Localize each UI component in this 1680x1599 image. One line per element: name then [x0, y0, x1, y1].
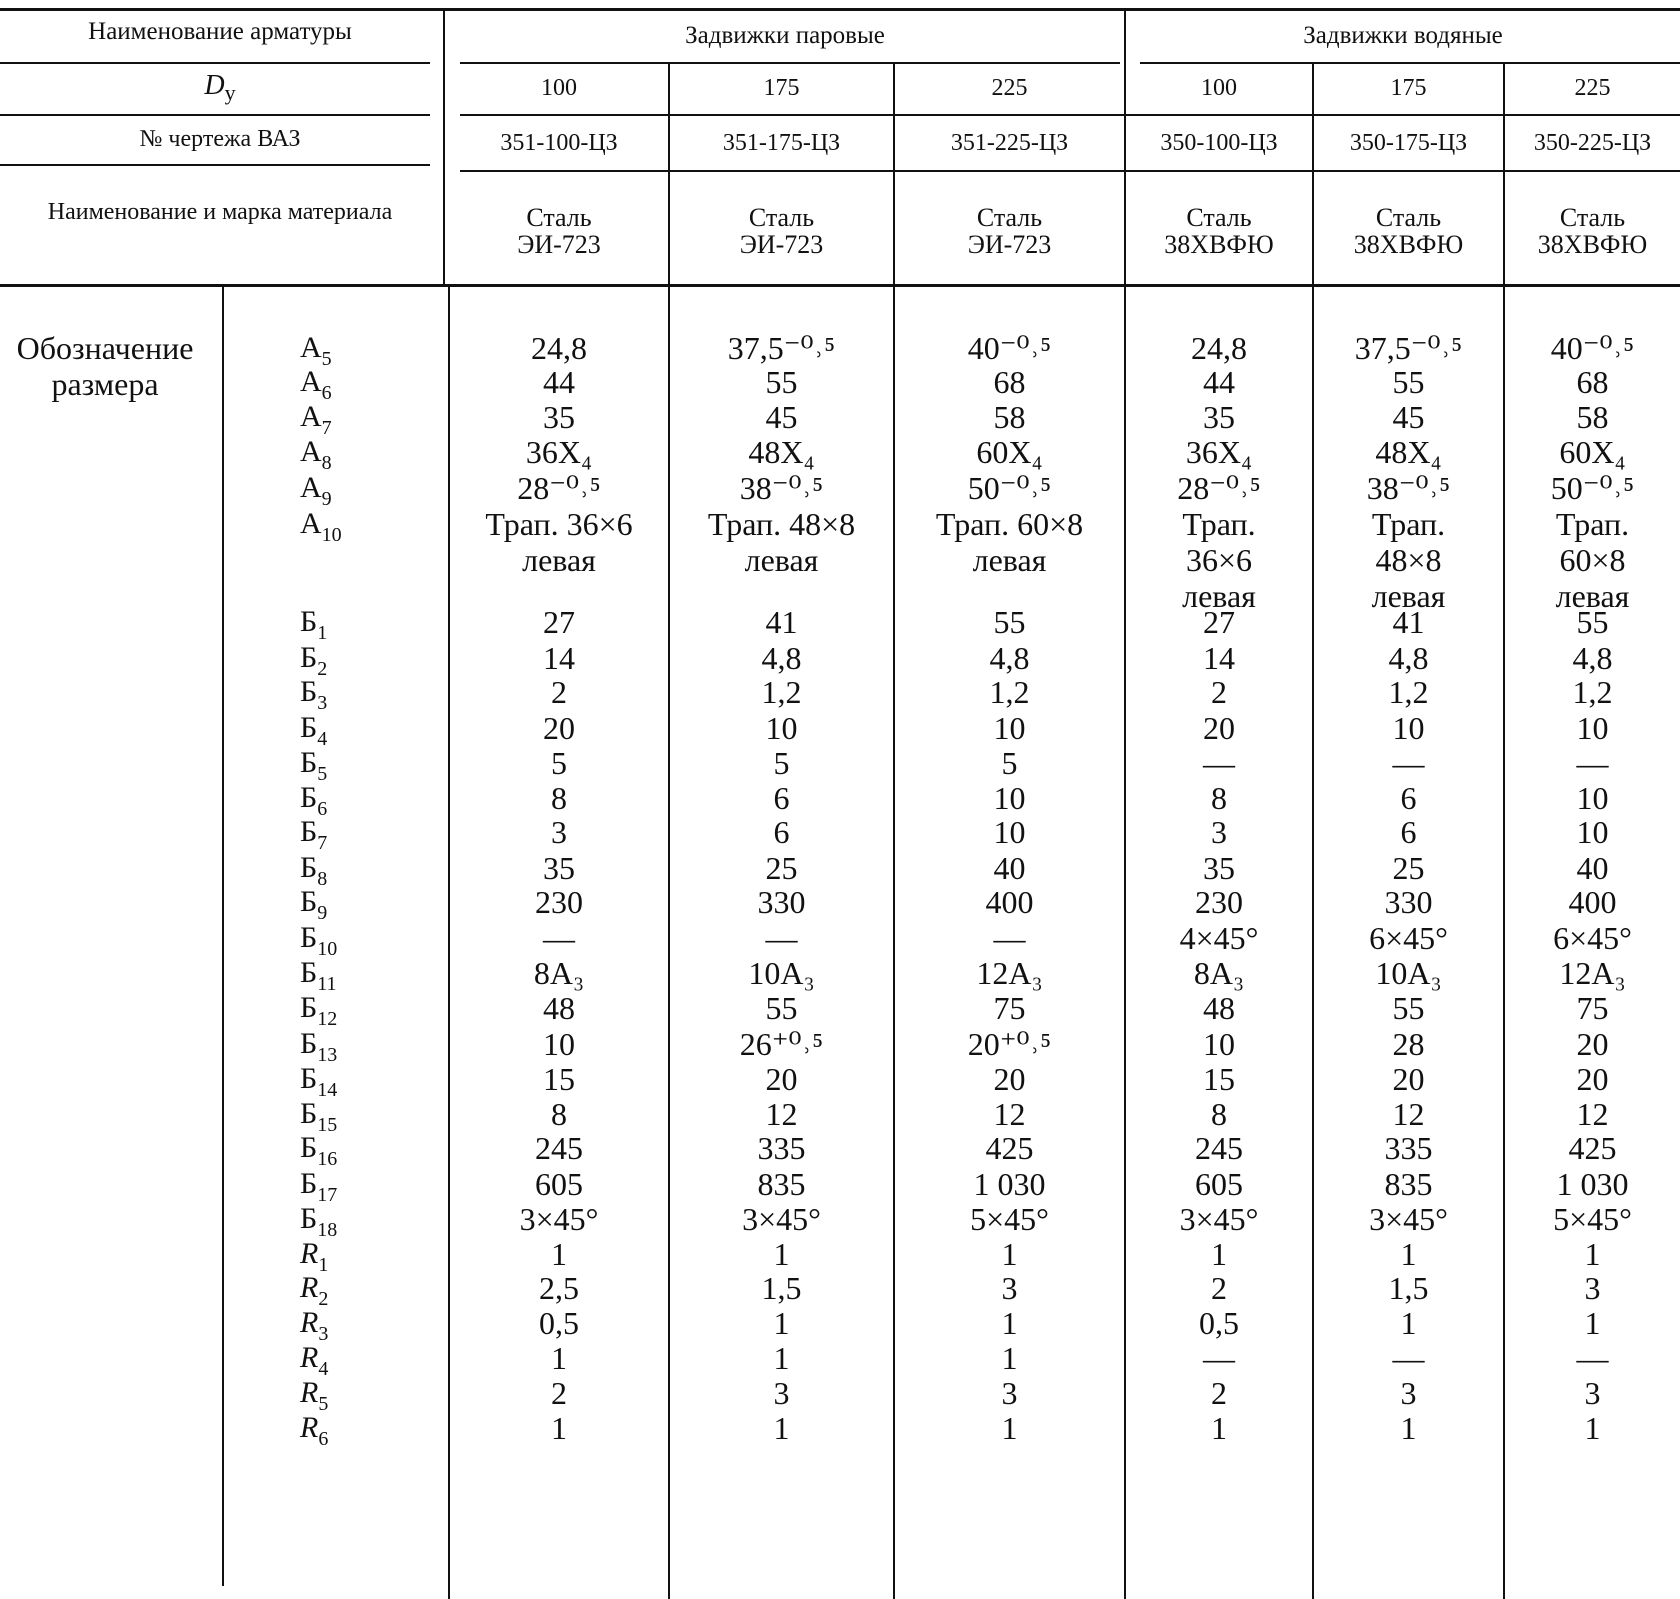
column-drawing-no: 351-175-ЦЗ [722, 130, 841, 156]
row-label-subscript: 3 [318, 1323, 329, 1345]
column-material: Сталь 38ХВФЮ [1353, 203, 1464, 259]
column-drawing-no: 350-100-ЦЗ [1160, 130, 1278, 156]
table-cell: 2,5 [539, 1270, 579, 1306]
table-cell: 8А₃ [1193, 955, 1245, 991]
table-cell: 1 [551, 1236, 567, 1272]
table-cell: 425 [985, 1130, 1034, 1166]
table-cell: 36Х₄ [525, 434, 593, 470]
table-cell: 6 [1400, 814, 1417, 850]
table-cell: 12 [993, 1096, 1026, 1132]
table-cell: 3 [551, 814, 567, 850]
column-material: Сталь 38ХВФЮ [1537, 203, 1648, 259]
row-label-subscript: 1 [317, 622, 328, 644]
table-cell: 335 [1384, 1130, 1433, 1166]
header-rule-3b [460, 170, 1680, 172]
row-label-subscript: 6 [321, 382, 332, 404]
table-cell: 330 [1384, 884, 1433, 920]
table-cell: 1 [551, 1410, 567, 1446]
row-label-subscript: 5 [318, 1393, 329, 1415]
table-cell: 20 [1392, 1061, 1425, 1097]
table-cell: 1,2 [989, 674, 1030, 710]
row-label-subscript: 16 [317, 1148, 338, 1170]
column-dy: 225 [991, 75, 1028, 101]
table-cell: 3 [1001, 1375, 1018, 1411]
table-cell: 44 [543, 364, 575, 400]
table-cell: 6 [1400, 780, 1417, 816]
table-cell: — [543, 920, 575, 956]
table-cell: 28 [1392, 1026, 1425, 1062]
water-group-rule [1140, 62, 1680, 64]
table-cell: 35 [543, 399, 575, 435]
table-cell: 2 [551, 674, 567, 710]
row-label-subscript: 8 [321, 452, 332, 474]
table-cell: 230 [535, 884, 583, 920]
column-drawing-no: 350-175-ЦЗ [1349, 130, 1468, 156]
row-label-subscript: 2 [317, 658, 328, 680]
table-cell: 10 [993, 780, 1026, 816]
table-cell: 48 [1203, 990, 1235, 1026]
row-label-letter: Б [300, 711, 318, 744]
table-cell: 10 [1576, 710, 1609, 746]
table-cell: 0,5 [1199, 1305, 1239, 1341]
row-label-letter: А [300, 331, 322, 364]
row-label-subscript: 13 [317, 1044, 338, 1066]
table-cell: 55 [1576, 604, 1609, 640]
table-cell: 41 [765, 604, 798, 640]
table-cell: 12А₃ [976, 955, 1043, 991]
table-cell: 6×45° [1369, 920, 1448, 956]
table-cell: 6×45° [1553, 920, 1632, 956]
table-cell: 8 [1211, 1096, 1227, 1132]
table-cell: 2 [1211, 1270, 1227, 1306]
table-cell: 14 [1203, 640, 1235, 676]
table-cell: 60Х₄ [1559, 434, 1626, 470]
table-cell: 605 [1195, 1166, 1243, 1202]
table-cell: 4,8 [989, 640, 1030, 676]
table-cell: 10 [1576, 780, 1609, 816]
column-drawing-no: 351-100-ЦЗ [500, 130, 618, 156]
table-cell: 60Х₄ [976, 434, 1043, 470]
row-label-subscript: 10 [317, 938, 338, 960]
table-cell: Трап. 48×8 левая [707, 506, 856, 578]
table-cell: 1 [1584, 1410, 1601, 1446]
table-cell: 75 [993, 990, 1026, 1026]
table-cell: 6 [773, 814, 790, 850]
table-cell: 20 [765, 1061, 798, 1097]
table-cell: Трап. 36×6 левая [1182, 506, 1256, 614]
row-label-letter: Б [300, 885, 318, 918]
row-label-letter: Б [300, 1062, 318, 1095]
table-cell: 15 [543, 1061, 575, 1097]
table-cell: Трап. 36×6 левая [485, 506, 633, 578]
table-cell: 55 [765, 364, 798, 400]
row-label-subscript: 4 [317, 728, 328, 750]
table-cell: 1 [1211, 1410, 1227, 1446]
table-cell: 75 [1576, 990, 1609, 1026]
table-cell: 1 [1400, 1236, 1417, 1272]
row-label-letter: R [300, 1411, 319, 1444]
group-steam-header: Задвижки паровые [685, 22, 885, 49]
table-cell: 1,2 [1388, 674, 1429, 710]
table-cell: 24,8 [531, 330, 587, 366]
fitting-name-header: Наименование арматуры [88, 18, 352, 45]
table-cell: 3 [1211, 814, 1227, 850]
row-label-letter: А [300, 507, 322, 540]
table-cell: 1 [773, 1410, 790, 1446]
table-cell: — [993, 920, 1026, 956]
row-label-subscript: 18 [317, 1219, 338, 1241]
table-cell: 4,8 [1572, 640, 1613, 676]
table-cell: 48 [543, 990, 575, 1026]
row-label-subscript: 12 [317, 1008, 338, 1030]
table-cell: 5×45° [1553, 1201, 1632, 1237]
table-cell: 4,8 [761, 640, 802, 676]
table-cell: 38⁻⁰˒⁵ [1366, 470, 1451, 506]
row-label-letter: Б [300, 851, 318, 884]
table-cell: 40 [1576, 850, 1609, 886]
row-label-subscript: 7 [317, 832, 328, 854]
table-cell: 400 [985, 884, 1034, 920]
column-dy: 225 [1574, 75, 1611, 101]
table-cell: 38⁻⁰˒⁵ [739, 470, 824, 506]
table-cell: Трап. 60×8 левая [1555, 506, 1630, 614]
table-cell: 4×45° [1179, 920, 1259, 956]
table-cell: — [1576, 1340, 1609, 1376]
header-rule-2b [460, 114, 1680, 116]
table-cell: 35 [543, 850, 575, 886]
row-label-letter: Б [300, 1027, 318, 1060]
table-cell: 6 [773, 780, 790, 816]
row-label-letter: Б [300, 921, 318, 954]
table-cell: 50⁻⁰˒⁵ [967, 470, 1052, 506]
table-cell: Трап. 60×8 левая [935, 506, 1084, 578]
table-cell: 25 [1392, 850, 1425, 886]
table-cell: 50⁻⁰˒⁵ [1550, 470, 1635, 506]
row-label-subscript: 1 [318, 1254, 329, 1276]
row-label-subscript: 14 [317, 1079, 338, 1101]
row-label-subscript: 6 [318, 1428, 329, 1450]
table-cell: 48Х₄ [748, 434, 815, 470]
row-label-subscript: 15 [317, 1114, 338, 1136]
row-label-subscript: 3 [317, 692, 328, 714]
table-cell: 5 [773, 745, 790, 781]
table-cell: 48Х₄ [1375, 434, 1442, 470]
table-cell: 20 [993, 1061, 1026, 1097]
table-cell: 44 [1203, 364, 1235, 400]
table-cell: — [1203, 745, 1235, 781]
row-label [300, 506, 420, 553]
table-cell: 3 [1001, 1270, 1018, 1306]
table-cell: 0,5 [539, 1305, 579, 1341]
table-cell: 55 [1392, 990, 1425, 1026]
table-cell: 5 [551, 745, 567, 781]
table-cell: 35 [1203, 399, 1235, 435]
table-cell: 2 [1211, 674, 1227, 710]
row-label-letter: А [300, 435, 322, 468]
column-dy: 175 [1390, 75, 1427, 101]
row-label-subscript: 8 [317, 868, 328, 890]
table-cell: 12А₃ [1559, 955, 1626, 991]
table-cell: 330 [757, 884, 806, 920]
table-cell: 28⁻⁰˒⁵ [517, 470, 601, 506]
row-label-subscript: 7 [321, 417, 332, 439]
table-cell: 1 [773, 1236, 790, 1272]
table-cell: 10 [543, 1026, 575, 1062]
table-cell: 400 [1568, 884, 1617, 920]
table-cell: — [1392, 745, 1425, 781]
row-label-letter: Б [300, 1202, 318, 1235]
table-cell: 3 [1584, 1375, 1601, 1411]
table-cell: 8А₃ [533, 955, 585, 991]
table-cell: 3×45° [1369, 1201, 1448, 1237]
table-cell: 425 [1568, 1130, 1617, 1166]
table-cell: 20⁺⁰˒⁵ [967, 1026, 1052, 1062]
table-cell: 2 [551, 1375, 567, 1411]
table-cell: 4,8 [1388, 640, 1429, 676]
dy-subscript: у [224, 80, 236, 105]
column-drawing-no: 350-225-ЦЗ [1533, 130, 1652, 156]
table-cell: 40 [993, 850, 1026, 886]
row-label-letter: Б [300, 991, 318, 1024]
table-cell: 1 [773, 1340, 790, 1376]
table-cell: 45 [1392, 399, 1425, 435]
row-label-subscript: 9 [321, 488, 332, 510]
table-cell: 3×45° [1179, 1201, 1259, 1237]
table-cell: 12 [1576, 1096, 1609, 1132]
table-cell: 3 [1400, 1375, 1417, 1411]
row-label [300, 1410, 420, 1457]
row-label-letter: Б [300, 1131, 318, 1164]
table-cell: Трап. 48×8 левая [1371, 506, 1446, 614]
row-label-letter: R [300, 1237, 319, 1270]
material-header: Наименование и марка материала [47, 199, 393, 225]
row-label-subscript: 4 [318, 1358, 329, 1380]
table-cell: — [1392, 1340, 1425, 1376]
table-cell: — [1576, 745, 1609, 781]
table-cell: 10А₃ [1375, 955, 1442, 991]
header-rule-2 [0, 114, 430, 116]
table-cell: 15 [1203, 1061, 1235, 1097]
table-cell: 58 [1576, 399, 1609, 435]
table-cell: 55 [765, 990, 798, 1026]
table-cell: 58 [993, 399, 1026, 435]
drawing-no-header: № чертежа ВАЗ [139, 126, 301, 152]
column-drawing-no: 351-225-ЦЗ [950, 130, 1069, 156]
header-bottom-rule [0, 284, 1680, 287]
table-cell: 10 [1576, 814, 1609, 850]
table-cell: 1 [1001, 1236, 1018, 1272]
table-cell: 1,2 [761, 674, 802, 710]
dy-header [0, 72, 440, 107]
table-cell: 3×45° [742, 1201, 821, 1237]
column-dy: 175 [763, 75, 800, 101]
table-cell: 55 [1392, 364, 1425, 400]
table-cell: 1 [1584, 1236, 1601, 1272]
column-material: Сталь ЭИ-723 [739, 203, 824, 259]
top-rule [0, 8, 1680, 11]
column-material: Сталь ЭИ-723 [967, 203, 1052, 259]
row-label-letter: А [300, 365, 322, 398]
table-cell: 24,8 [1191, 330, 1247, 366]
table-cell: 3×45° [519, 1201, 599, 1237]
table-cell: 45 [765, 399, 798, 435]
dy-symbol: D [204, 70, 225, 101]
table-cell: 37,5⁻⁰˒⁵ [1354, 330, 1463, 366]
table-cell: 14 [543, 640, 575, 676]
table-cell: 1,5 [1388, 1270, 1429, 1306]
table-cell: 1 [1584, 1305, 1601, 1341]
row-label-letter: Б [300, 815, 318, 848]
table-cell: 1,5 [761, 1270, 802, 1306]
table-cell: — [765, 920, 798, 956]
table-cell: 2 [1211, 1375, 1227, 1411]
row-label-letter: Б [300, 956, 318, 989]
table-cell: 40⁻⁰˒⁵ [1550, 330, 1635, 366]
table-cell: 68 [993, 364, 1026, 400]
table-cell: 1 [1001, 1410, 1018, 1446]
table-cell: 1 [551, 1340, 567, 1376]
group-water-header: Задвижки водяные [1303, 22, 1503, 49]
column-material: Сталь 38ХВФЮ [1164, 203, 1274, 259]
table-cell: 10 [1392, 710, 1425, 746]
table-cell: 20 [1576, 1026, 1609, 1062]
table-cell: 10 [993, 710, 1026, 746]
row-label-subscript: 2 [318, 1288, 329, 1310]
table-cell: 230 [1195, 884, 1243, 920]
row-label-subscript: 6 [317, 798, 328, 820]
table-cell: 245 [1195, 1130, 1243, 1166]
row-label-letter: Б [300, 746, 318, 779]
row-label-letter: Б [300, 781, 318, 814]
row-label-letter: А [300, 400, 322, 433]
table-cell: 1 [1400, 1410, 1417, 1446]
table-cell: 35 [1203, 850, 1235, 886]
column-dy: 100 [1201, 75, 1237, 101]
vrule-stub-body [222, 286, 224, 1586]
row-label-letter: Б [300, 1097, 318, 1130]
table-cell: 10 [765, 710, 798, 746]
table-cell: 10 [1203, 1026, 1235, 1062]
table-cell: 20 [1203, 710, 1235, 746]
row-label-letter: Б [300, 1167, 318, 1200]
table-cell: 20 [543, 710, 575, 746]
table-cell: 10 [993, 814, 1026, 850]
table-cell: 41 [1392, 604, 1425, 640]
table-cell: 245 [535, 1130, 583, 1166]
row-label-letter: А [300, 471, 322, 504]
row-label-subscript: 17 [317, 1184, 338, 1206]
table-cell: 8 [1211, 780, 1227, 816]
row-label-letter: R [300, 1271, 319, 1304]
table-cell: 40⁻⁰˒⁵ [967, 330, 1052, 366]
table-cell: 26⁺⁰˒⁵ [739, 1026, 824, 1062]
table-cell: 5 [1001, 745, 1018, 781]
table-cell: 36Х₄ [1185, 434, 1253, 470]
table-cell: 27 [1203, 604, 1235, 640]
steam-group-rule [460, 62, 1120, 64]
row-label-subscript: 5 [317, 763, 328, 785]
row-label-letter: Б [300, 641, 318, 674]
table-cell: 835 [1384, 1166, 1433, 1202]
vrule-header-stub [443, 8, 445, 285]
row-label-subscript: 10 [321, 524, 342, 546]
table-cell: 1 [1400, 1305, 1417, 1341]
table-cell: 20 [1576, 1061, 1609, 1097]
table-cell: 335 [757, 1130, 806, 1166]
row-label-subscript: 9 [317, 902, 328, 924]
table-cell: 605 [535, 1166, 583, 1202]
table-cell: 1 [773, 1305, 790, 1341]
table-cell: 3 [1584, 1270, 1601, 1306]
table-cell: 1 [1001, 1305, 1018, 1341]
table-cell: 12 [1392, 1096, 1425, 1132]
size-designation-stub: Обозначение размера [16, 330, 194, 402]
table-cell: 1,2 [1572, 674, 1613, 710]
table-cell: 68 [1576, 364, 1609, 400]
table-cell: 12 [765, 1096, 798, 1132]
table-cell: — [1203, 1340, 1235, 1376]
row-label-subscript: 11 [317, 973, 337, 995]
table-cell: 55 [993, 604, 1026, 640]
row-label-subscript: 5 [321, 348, 332, 370]
table-cell: 10А₃ [748, 955, 815, 991]
table-cell: 8 [551, 1096, 567, 1132]
header-rule-1 [0, 62, 430, 64]
header-rule-3 [0, 164, 430, 166]
table-cell: 8 [551, 780, 567, 816]
table-cell: 28⁻⁰˒⁵ [1177, 470, 1261, 506]
row-label-letter: R [300, 1341, 319, 1374]
column-material: Сталь ЭИ-723 [517, 203, 601, 259]
column-dy: 100 [541, 75, 577, 101]
table-cell: 37,5⁻⁰˒⁵ [727, 330, 836, 366]
row-label-letter: Б [300, 605, 318, 638]
row-label-letter: R [300, 1306, 319, 1339]
table-cell: 1 [1211, 1236, 1227, 1272]
table-cell: 3 [773, 1375, 790, 1411]
table-cell: 1 030 [973, 1166, 1046, 1202]
row-label-letter: Б [300, 675, 318, 708]
table-cell: 1 [1001, 1340, 1018, 1376]
table-cell: 5×45° [970, 1201, 1049, 1237]
table-cell: 25 [765, 850, 798, 886]
table-cell: 1 030 [1556, 1166, 1629, 1202]
row-label-letter: R [300, 1376, 319, 1409]
table-cell: 27 [543, 604, 575, 640]
table-cell: 835 [757, 1166, 806, 1202]
